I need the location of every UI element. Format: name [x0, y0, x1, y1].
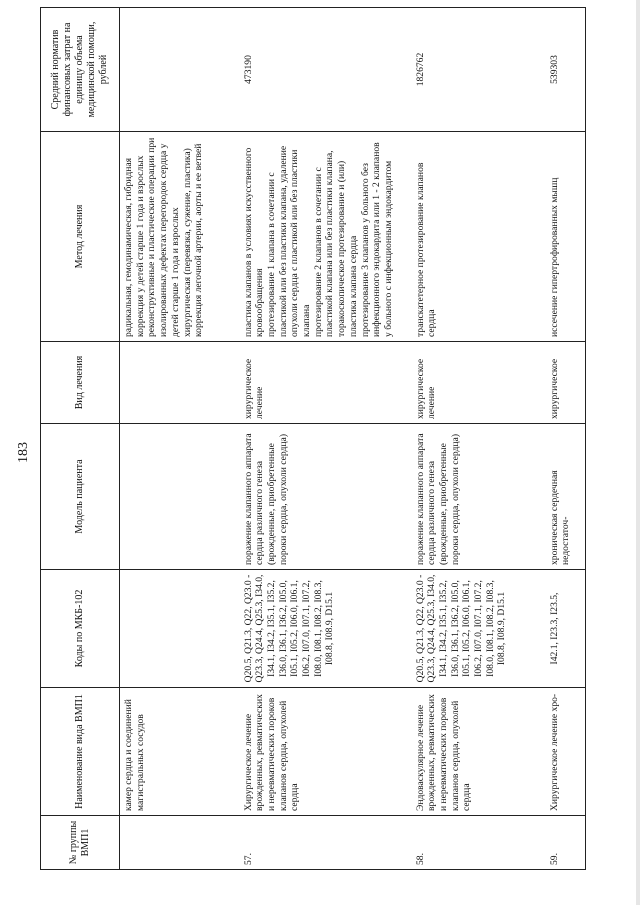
cell-group-number: 59.: [546, 816, 586, 870]
cell-treatment-method: транскатетерное протезирование клапанов сердца: [412, 132, 546, 342]
cell-average-cost: 473190: [240, 8, 412, 132]
table-header-row: [41, 8, 120, 870]
header-icd-codes: Коды по МКБ-102: [41, 570, 120, 688]
cell-treatment-type: хирургическое лечение: [240, 342, 412, 424]
table-row: [546, 8, 586, 870]
header-patient-model: Модель пациента: [41, 424, 120, 570]
cell-treatment-type: хирургическое: [546, 342, 586, 424]
cell-vmp-name: Эндоваскулярное лечение врожденных, ревматических и неревматических пороков клапанов сердца, опухолей сердца: [412, 688, 546, 816]
cell-group-number: 57.: [240, 816, 412, 870]
cell-group-number: [120, 816, 240, 870]
cell-average-cost: 1826762: [412, 8, 546, 132]
cell-icd-codes: Q20.5, Q21.3, Q22, Q23.0 - Q23.3, Q24.4, Q25.3, I34.0, I34.1, I34.2, I35.1, I35.2, I36.0, I36.1, I36.2, I05.0, I05.1, I05.2, I06.0, I06.1, I06.2, I07.0, I07.1, I07.2, I08.0, I08.1, I08.2, I08.3, I08.8, I08.9, D15.1: [412, 570, 546, 688]
table-row: [120, 8, 240, 870]
cell-average-cost: 539303: [546, 8, 586, 132]
header-treatment-method: Метод лечения: [41, 132, 120, 342]
cell-patient-model: поражение клапанного аппарата сердца различного генеза (врожденные, приобретенные пороки сердца, опухоли сердца): [412, 424, 546, 570]
page-number: 183: [16, 442, 31, 463]
cell-average-cost: [120, 8, 240, 132]
cell-patient-model: [120, 424, 240, 570]
cell-patient-model: хроническая сердечная недостаточ-: [546, 424, 586, 570]
cell-icd-codes: Q20.5, Q21.3, Q22, Q23.0 - Q23.3, Q24.4, Q25.3, I34.0, I34.1, I34.2, I35.1, I35.2, I36.0, I36.1, I36.2, I05.0, I05.1, I05.2, I06.0, I06.1, I06.2, I07.0, I07.1, I07.2, I08.0, I08.1, I08.2, I08.3, I08.8, I08.9, D15.1: [240, 570, 412, 688]
cell-treatment-method: пластика клапанов в условиях искусственного кровообращения протезирование 1 клапана в сочетании с пластикой или без пластики клапана, удаление опухоли сердца с пластикой или без пластики клапана протезирование 2 клапанов в сочетании с пластикой клапана или без пластики клапана, торакоскопическое протезирование и (или) пластика клапана сердца протезирование 3 клапанов у больного без инфекционного эндокардита или 1 - 2 клапанов у больного с инфекционным эндокардитом: [240, 132, 412, 342]
table-row: [412, 8, 546, 870]
table-row: [240, 8, 412, 870]
header-average-cost: Средний норматив финансовых затрат на единицу объема медицинской помощи, рублей: [41, 8, 120, 132]
cell-treatment-method: иссечение гипертрофированных мышц: [546, 132, 586, 342]
header-vmp-name: Наименование вида ВМП1: [41, 688, 120, 816]
cell-treatment-method: радикальная, гемодинамическая, гибридная коррекция у детей старше 1 года и взрослых реконструктивные и пластические операции при изолированных дефектах перегородок сердца у детей старше 1 года и взрослых хирургическая (перевязка, сужение, пластика) коррекция легочной артерии, аорты и ее ветвей: [120, 132, 240, 342]
cell-icd-codes: I42.1, I23.3, I23.5,: [546, 570, 586, 688]
header-group-number: № группы ВМП1: [41, 816, 120, 870]
cell-treatment-type: [120, 342, 240, 424]
cell-vmp-name: Хирургическое лечение врожденных, ревматических и неревматических пороков клапанов сердца, опухолей сердца: [240, 688, 412, 816]
cell-patient-model: поражение клапанного аппарата сердца различного генеза (врожденные, приобретенные пороки сердца, опухоли сердца): [240, 424, 412, 570]
vmp-table: [40, 7, 586, 870]
cell-group-number: 58.: [412, 816, 546, 870]
cell-vmp-name: камер сердца и соединений магистральных сосудов: [120, 688, 240, 816]
cell-treatment-type: хирургическое лечение: [412, 342, 546, 424]
header-treatment-type: Вид лечения: [41, 342, 120, 424]
cell-icd-codes: [120, 570, 240, 688]
cell-vmp-name: Хирургическое лечение хро-: [546, 688, 586, 816]
